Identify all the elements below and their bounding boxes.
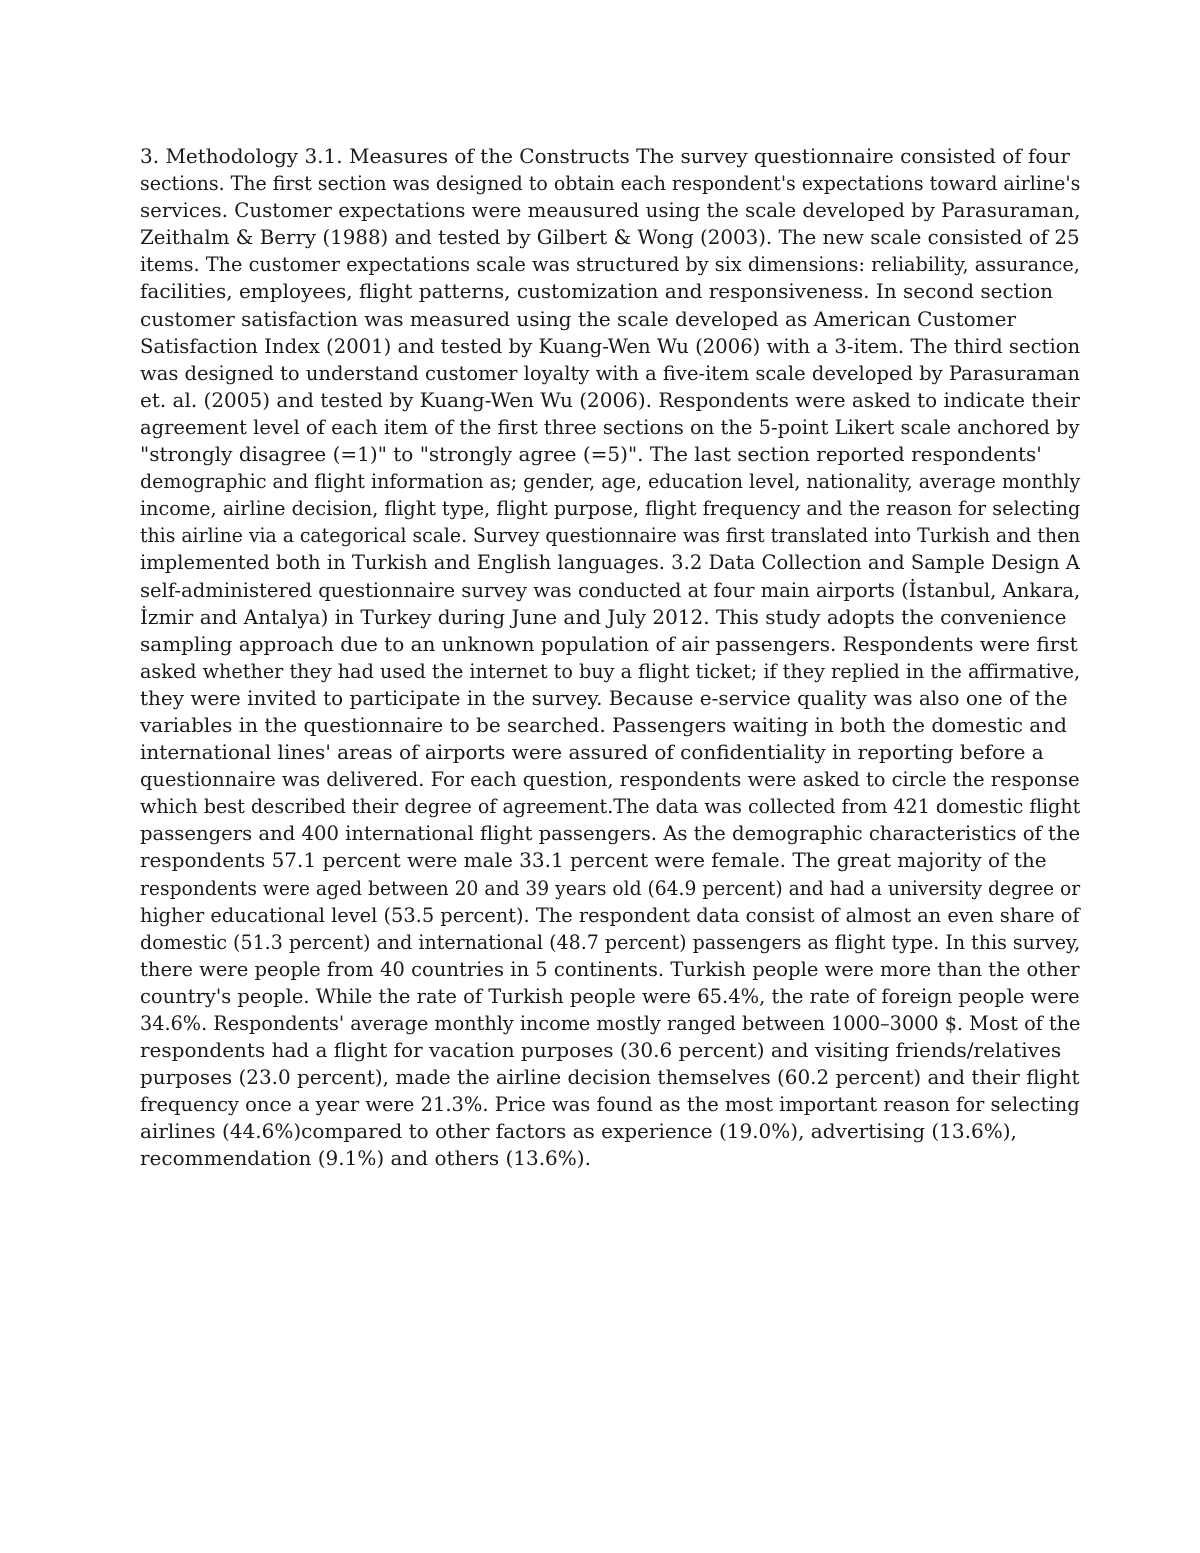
text-line: 3. Methodology 3.1. Measures of the Constructs The survey questionnaire consisted of four <box>140 144 1070 168</box>
text-line: was designed to understand customer loyalty with a five-item scale developed by Parasuraman <box>140 360 1080 385</box>
text-line: customer satisfaction was measured using the scale developed as American Customer <box>140 306 1017 331</box>
text-line: domestic (51.3 percent) and international (48.7 percent) passengers as flight type. In this survey, <box>140 929 1081 954</box>
text-line: respondents 57.1 percent were male 33.1 percent were female. The great majority of the <box>140 848 1047 873</box>
text-line: country's people. While the rate of Turkish people were 65.4%, the rate of foreign people were <box>140 983 1080 1008</box>
text-line: self-administered questionnaire survey was conducted at four main airports (İstanbul, Ankara, <box>140 577 1081 602</box>
text-line: sections. The first section was designed to obtain each respondent's expectations toward airline's <box>140 171 1081 196</box>
text-line: asked whether they had used the internet to buy a flight ticket; if they replied in the affirmative, <box>140 658 1081 683</box>
text-line: frequency once a year were 21.3%. Price was found as the most important reason for selecting <box>140 1092 1080 1117</box>
text-line: respondents were aged between 20 and 39 years old (64.9 percent) and had a university degree or <box>140 875 1081 900</box>
text-line: this airline via a categorical scale. Survey questionnaire was first translated into Turkish and then <box>140 523 1081 548</box>
text-line: recommendation (9.1%) and others (13.6%). <box>140 1146 591 1171</box>
text-line: passengers and 400 international flight passengers. As the demographic characteristics of the <box>140 821 1081 846</box>
text-line: questionnaire was delivered. For each question, respondents were asked to circle the response <box>140 767 1080 792</box>
text-line: demographic and flight information as; gender, age, education level, nationality, average monthly <box>140 469 1081 494</box>
text-line: sampling approach due to an unknown population of air passengers. Respondents were first <box>140 631 1078 656</box>
text-line: international lines' areas of airports were assured of confidentiality in reporting before a <box>140 740 1044 765</box>
text-line: purposes (23.0 percent), made the airline decision themselves (60.2 percent) and their flight <box>140 1065 1080 1090</box>
text-line: higher educational level (53.5 percent). The respondent data consist of almost an even share of <box>140 902 1080 927</box>
text-line: they were invited to participate in the survey. Because e-service quality was also one of the <box>140 685 1068 710</box>
text-line: income, airline decision, flight type, flight purpose, flight frequency and the reason for selecting <box>140 496 1081 521</box>
text-line: items. The customer expectations scale was structured by six dimensions: reliability, assurance, <box>140 252 1080 277</box>
text-line: variables in the questionnaire to be searched. Passengers waiting in both the domestic and <box>140 712 1067 737</box>
text-line: İzmir and Antalya) in Turkey during June and July 2012. This study adopts the convenience <box>140 604 1067 629</box>
text-line: implemented both in Turkish and English languages. 3.2 Data Collection and Sample Design A <box>140 550 1080 575</box>
body-paragraph <box>140 143 1080 1173</box>
text-line: services. Customer expectations were meausured using the scale developed by Parasuraman, <box>140 198 1081 223</box>
text-line: agreement level of each item of the first three sections on the 5-point Likert scale anchored by <box>140 414 1080 439</box>
text-line: "strongly disagree (=1)" to "strongly agree (=5)". The last section reported respondents' <box>140 442 1042 467</box>
text-line: et. al. (2005) and tested by Kuang-Wen Wu (2006). Respondents were asked to indicate their <box>140 387 1080 412</box>
text-line: Zeithalm & Berry (1988) and tested by Gilbert & Wong (2003). The new scale consisted of 25 <box>140 225 1080 250</box>
text-line: respondents had a flight for vacation purposes (30.6 percent) and visiting friends/relatives <box>140 1038 1062 1063</box>
text-line: airlines (44.6%)compared to other factors as experience (19.0%), advertising (13.6%), <box>140 1119 1017 1144</box>
text-line: facilities, employees, flight patterns, customization and responsiveness. In second section <box>140 279 1054 304</box>
text-line: Satisfaction Index (2001) and tested by Kuang-Wen Wu (2006) with a 3-item. The third section <box>140 333 1081 358</box>
text-line: there were people from 40 countries in 5 continents. Turkish people were more than the other <box>140 956 1080 981</box>
text-line: 34.6%. Respondents' average monthly income mostly ranged between 1000–3000 $. Most of the <box>140 1011 1081 1035</box>
text-line: which best described their degree of agreement.The data was collected from 421 domestic flight <box>140 794 1081 819</box>
